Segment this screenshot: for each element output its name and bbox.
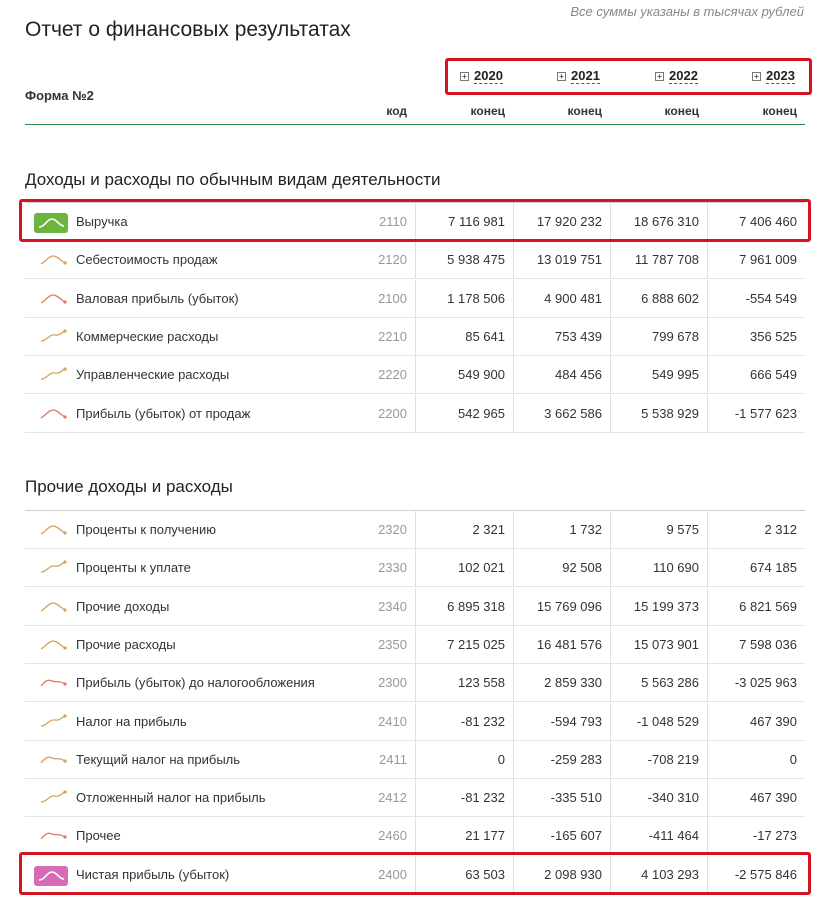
value-2020: 2 321 [415, 511, 513, 548]
value-2020: 85 641 [415, 318, 513, 355]
row-label: Прибыль (убыток) до налогообложения [76, 675, 315, 691]
table-row[interactable] [25, 664, 805, 702]
net-profit-highlight-box [19, 852, 811, 895]
row-code: 2320 [378, 522, 407, 537]
row-code: 2330 [378, 560, 407, 576]
table-row[interactable] [25, 356, 805, 394]
value-2021: 753 439 [513, 318, 610, 355]
row-code: 2200 [378, 405, 407, 421]
value-2021: 3 662 586 [513, 395, 610, 432]
section-title-other: Прочие доходы и расходы [25, 477, 233, 496]
value-2022: 5 538 929 [610, 395, 707, 432]
value-2023: 467 390 [707, 779, 805, 816]
row-code: 2100 [378, 290, 407, 306]
value-2021: -594 793 [513, 703, 610, 740]
row-label: Выручка [76, 214, 128, 229]
row-label: Валовая прибыль (убыток) [76, 290, 239, 306]
value-2022: 4 103 293 [610, 856, 707, 893]
value-2021: 4 900 481 [513, 280, 610, 317]
sparkline-icon[interactable] [39, 675, 67, 691]
expand-icon: + [655, 72, 664, 81]
value-2022: -708 219 [610, 741, 707, 778]
period-header-2021: конец [567, 104, 602, 118]
value-2022: -340 310 [610, 779, 707, 816]
value-2022: 110 690 [610, 549, 707, 586]
table-row[interactable] [25, 817, 805, 855]
value-2021: 13 019 751 [513, 241, 610, 278]
value-2023: 6 821 569 [707, 588, 805, 625]
value-2022: 9 575 [610, 511, 707, 548]
value-2021: 92 508 [513, 549, 610, 586]
row-label: Прочее [76, 828, 121, 844]
expand-icon: + [752, 72, 761, 81]
value-2021: 2 859 330 [513, 664, 610, 701]
table-row[interactable] [25, 626, 805, 664]
form-label: Форма №2 [25, 88, 94, 103]
value-2023: -17 273 [707, 817, 805, 854]
row-label: Текущий налог на прибыль [76, 751, 241, 767]
value-2023: 7 598 036 [707, 626, 805, 663]
page-title: Отчет о финансовых результатах [25, 18, 351, 41]
row-code: 2120 [378, 252, 407, 268]
row-label: Чистая прибыль (убыток) [76, 866, 230, 882]
sparkline-icon[interactable] [39, 752, 67, 768]
row-code: 2411 [379, 751, 407, 767]
row-code: 2110 [379, 214, 407, 229]
sparkline-icon[interactable] [39, 522, 67, 538]
value-2023: 674 185 [707, 549, 805, 586]
value-2022: 15 199 373 [610, 588, 707, 625]
sparkline-icon[interactable] [39, 367, 67, 383]
value-2023: -2 575 846 [707, 856, 805, 893]
row-label: Прочие доходы [76, 598, 170, 614]
value-2022: -1 048 529 [610, 703, 707, 740]
value-2020: 123 558 [415, 664, 513, 701]
value-2020: 5 938 475 [415, 241, 513, 278]
value-2020: -81 232 [415, 703, 513, 740]
value-2022: 18 676 310 [610, 203, 707, 240]
value-2021: 1 732 [513, 511, 610, 548]
value-2020: 63 503 [415, 856, 513, 893]
value-2023: 0 [707, 741, 805, 778]
value-2020: 6 895 318 [415, 588, 513, 625]
expand-icon: + [557, 72, 566, 81]
value-2020: 0 [415, 741, 513, 778]
value-2021: -259 283 [513, 741, 610, 778]
sparkline-icon[interactable] [39, 828, 67, 844]
expand-icon: + [460, 72, 469, 81]
sparkline-icon[interactable] [39, 560, 67, 576]
value-2020: 21 177 [415, 817, 513, 854]
value-2020: 102 021 [415, 549, 513, 586]
value-2020: 7 215 025 [415, 626, 513, 663]
row-code: 2412 [378, 790, 407, 806]
value-2020: -81 232 [415, 779, 513, 816]
table-row[interactable] [25, 318, 805, 356]
year-label: 2022 [669, 67, 698, 83]
value-2021: 16 481 576 [513, 626, 610, 663]
row-code: 2210 [378, 328, 407, 344]
value-2023: -554 549 [707, 280, 805, 317]
sparkline-icon[interactable] [39, 599, 67, 615]
period-header-2020: конец [470, 104, 505, 118]
table-row[interactable] [25, 280, 805, 318]
revenue-highlight-box [19, 199, 811, 242]
sparkline-icon[interactable] [39, 252, 67, 268]
period-header-2022: конец [664, 104, 699, 118]
row-label: Проценты к уплате [76, 560, 191, 576]
sparkline-icon[interactable] [39, 329, 67, 345]
row-code: 2220 [378, 367, 407, 383]
row-label: Прибыль (убыток) от продаж [76, 405, 251, 421]
table-row[interactable] [25, 511, 805, 549]
row-label: Себестоимость продаж [76, 252, 218, 268]
table-row[interactable] [25, 395, 805, 433]
header-divider [25, 124, 805, 125]
sparkline-icon[interactable] [39, 291, 67, 307]
table-row[interactable] [25, 703, 805, 741]
value-2023: 467 390 [707, 703, 805, 740]
row-code: 2350 [378, 636, 407, 652]
row-code: 2460 [378, 828, 407, 844]
table-row[interactable] [25, 741, 805, 779]
units-note: Все суммы указаны в тысячах рублей [570, 4, 804, 19]
sparkline-icon[interactable] [39, 714, 67, 730]
value-2020: 1 178 506 [415, 280, 513, 317]
value-2023: 356 525 [707, 318, 805, 355]
table-row[interactable] [25, 779, 805, 817]
value-2023: 2 312 [707, 511, 805, 548]
row-label: Проценты к получению [76, 522, 216, 537]
value-2022: 11 787 708 [610, 241, 707, 278]
row-code: 2400 [378, 866, 407, 882]
row-label: Коммерческие расходы [76, 328, 219, 344]
value-2022: 799 678 [610, 318, 707, 355]
years-highlight-box [445, 58, 812, 95]
value-2023: -1 577 623 [707, 395, 805, 432]
row-code: 2410 [378, 713, 407, 729]
value-2021: -165 607 [513, 817, 610, 854]
table-row[interactable] [25, 588, 805, 626]
value-2022: -411 464 [610, 817, 707, 854]
value-2021: 15 769 096 [513, 588, 610, 625]
value-2021: 2 098 930 [513, 856, 610, 893]
value-2020: 542 965 [415, 395, 513, 432]
value-2022: 5 563 286 [610, 664, 707, 701]
value-2023: -3 025 963 [707, 664, 805, 701]
table-row[interactable] [25, 549, 805, 587]
sparkline-icon[interactable] [39, 790, 67, 806]
row-label: Управленческие расходы [76, 367, 230, 383]
row-code: 2300 [378, 675, 407, 691]
year-label: 2023 [766, 67, 795, 83]
value-2023: 666 549 [707, 356, 805, 393]
value-2021: 484 456 [513, 356, 610, 393]
period-header-2023: конец [762, 104, 797, 118]
sparkline-icon[interactable] [39, 406, 67, 422]
table-row[interactable] [25, 241, 805, 279]
year-label: 2020 [474, 67, 503, 83]
section-title-operating: Доходы и расходы по обычным видам деятельности [25, 170, 441, 189]
value-2022: 549 995 [610, 356, 707, 393]
row-code: 2340 [378, 598, 407, 614]
row-label: Налог на прибыль [76, 713, 187, 729]
value-2022: 6 888 602 [610, 280, 707, 317]
row-label: Прочие расходы [76, 636, 176, 652]
code-column-header: код [386, 104, 407, 118]
value-2022: 15 073 901 [610, 626, 707, 663]
year-label: 2021 [571, 67, 600, 83]
value-2023: 7 961 009 [707, 241, 805, 278]
value-2021: -335 510 [513, 779, 610, 816]
row-label: Отложенный налог на прибыль [76, 790, 266, 806]
value-2023: 7 406 460 [707, 203, 805, 240]
value-2020: 549 900 [415, 356, 513, 393]
value-2020: 7 116 981 [415, 203, 513, 240]
sparkline-icon[interactable] [39, 637, 67, 653]
value-2021: 17 920 232 [513, 203, 610, 240]
